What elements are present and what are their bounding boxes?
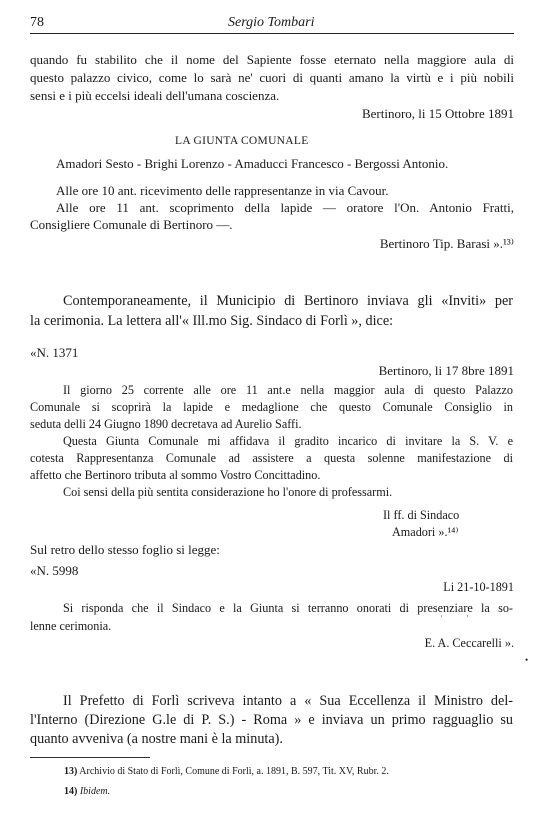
letter-dateline: Bertinoro, li 17 8bre 1891 [378, 363, 514, 378]
signature-name: Amadori ».¹⁴⁾ [392, 525, 459, 539]
program-line: Alle ore 10 ant. ricevimento delle rappresentanze in via Cavour. [56, 183, 389, 198]
letter-line: cotesta Rappresentanza Comunale ad assistere a questa solenne manifestazione di [30, 451, 513, 465]
footnote-marker: 14) [64, 786, 78, 797]
letter-line: Coi sensi della più sentita considerazione ho l'onore di professarmi. [63, 485, 393, 499]
dateline: Bertinoro, li 15 Ottobre 1891 [361, 106, 514, 121]
text-line: quanto avveniva (a nostre mani è la minuta). [30, 731, 283, 747]
letter-number: «N. 5998 [30, 563, 79, 578]
running-title: Sergio Tombari [228, 15, 315, 30]
letter-line: Comunale si scoprirà la lapide e medaglione che questo Comunale Consiglio in [30, 400, 513, 414]
text-line: Il Prefetto di Forlì scriveva intanto a « Sua Eccellenza il Ministro del- [63, 693, 513, 709]
footnote-14 [64, 786, 110, 797]
letter-line: Si risponda che il Sindaco e la Giunta si terranno onorati di presenziare la so- [63, 601, 513, 615]
letter-line: Questa Giunta Comunale mi affidava il gradito incarico di invitare la S. V. e [63, 434, 513, 448]
program-line: Alle ore 11 ant. scoprimento della lapide — oratore l'On. Antonio Fratti, [56, 200, 514, 215]
header-rule [30, 33, 514, 34]
stray-mark: • [525, 655, 529, 665]
program-line: Consigliere Comunale di Bertinoro —. [30, 217, 233, 232]
letter-line: Il giorno 25 corrente alle ore 11 ant.e nella maggior aula di questo Palazzo [63, 383, 513, 397]
printer-line: Bertinoro Tip. Barasi ».¹³⁾ [379, 236, 514, 251]
footnote-text: Ibidem. [79, 786, 111, 797]
footnote-marker: 13) [64, 766, 78, 777]
letter-line: seduta delli 24 Giugno 1890 decretava ad Aurelio Saffi. [30, 417, 302, 431]
letter-intro: Sul retro dello stesso foglio si legge: [30, 542, 220, 557]
letter-dateline: Li 21-10-1891 [443, 580, 514, 594]
signature-name: E. A. Ceccarelli ». [424, 636, 514, 650]
text-line: quando fu stabilito che il nome del Sapiente fosse eternato nella maggiore aula di [30, 52, 514, 67]
stray-mark: ʿ [440, 614, 443, 624]
giunta-heading: LA GIUNTA COMUNALE [175, 135, 309, 147]
signature-title: Il ff. di Sindaco [383, 508, 460, 522]
letter-line: affetto che Bertinoro tributa al sommo Vostro Concittadino. [30, 468, 321, 482]
footnote-rule [30, 757, 150, 758]
stray-mark: ʾ [466, 614, 469, 624]
page-number: 78 [30, 15, 44, 30]
footnote-13 [64, 766, 389, 777]
giunta-members: Amadori Sesto - Brighi Lorenzo - Amaducci Francesco - Bergossi Antonio. [56, 156, 449, 171]
text-line: sensi e i più eccelsi ideali dell'umana coscienza. [30, 88, 280, 103]
letter-line: lenne cerimonia. [30, 619, 112, 633]
letter-number: «N. 1371 [30, 345, 79, 360]
text-line: questo palazzo civico, come lo sarà ne' cuori di quanti amano la virtù e i più nobili [30, 70, 514, 85]
text-line: l'Interno (Direzione G.le di P. S.) - Roma » e inviava un primo ragguaglio su [30, 712, 513, 728]
text-line: Contemporaneamente, il Municipio di Bertinoro inviava gli «Inviti» per [63, 293, 513, 309]
footnote-text: Archivio di Stato di Forlì, Comune di Forlì, a. 1891, B. 597, Tit. XV, Rubr. 2. [79, 766, 389, 777]
text-line: la cerimonia. La lettera all'« Ill.mo Sig. Sindaco di Forlì », dice: [30, 313, 394, 329]
